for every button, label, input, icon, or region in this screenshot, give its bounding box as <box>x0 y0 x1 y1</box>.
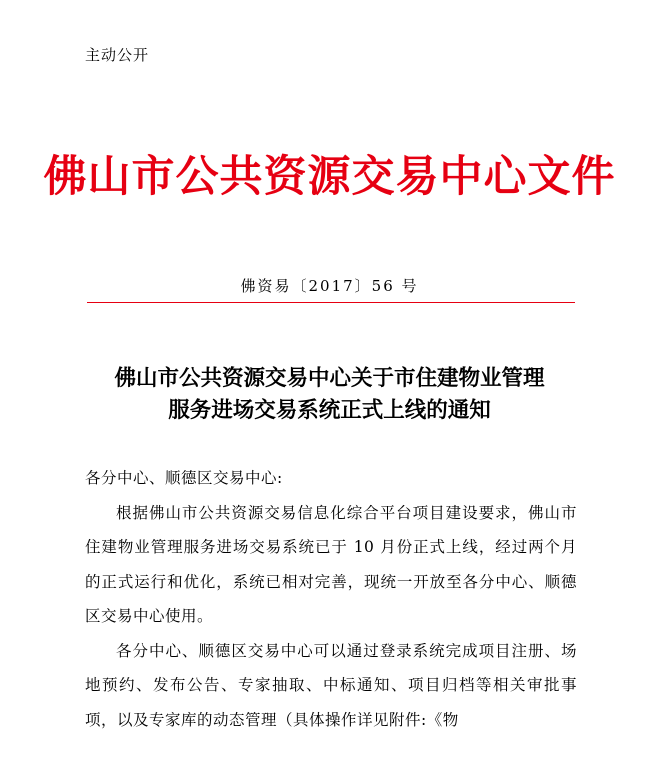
salutation: 各分中心、顺德区交易中心: <box>85 469 283 487</box>
notice-title <box>0 363 659 427</box>
body-paragraph-1: 根据佛山市公共资源交易信息化综合平台项目建设要求，佛山市住建物业管理服务进场交易系统已于 10 月份正式上线，经过两个月的正式运行和优化，系统已相对完善，现统一开放至各分中心、顺德区交易中心使用。 <box>85 503 577 625</box>
disclosure-label: 主动公开 <box>85 46 150 64</box>
body-paragraph-2: 各分中心、顺德区交易中心可以通过登录系统完成项目注册、场地预约、发布公告、专家抽取、中标通知、项目归档等相关审批事项，以及专家库的动态管理（具体操作详见附件:《物 <box>85 641 577 729</box>
red-divider-line <box>87 302 575 303</box>
document-number: 佛资易〔2017〕56 号 <box>240 277 419 295</box>
notice-title-line-2: 服务进场交易系统正式上线的通知 <box>168 398 491 423</box>
issuer-title: 佛山市公共资源交易中心文件 <box>43 152 616 202</box>
notice-title-line-1: 佛山市公共资源交易中心关于市住建物业管理 <box>114 366 545 391</box>
notice-body <box>85 461 577 737</box>
